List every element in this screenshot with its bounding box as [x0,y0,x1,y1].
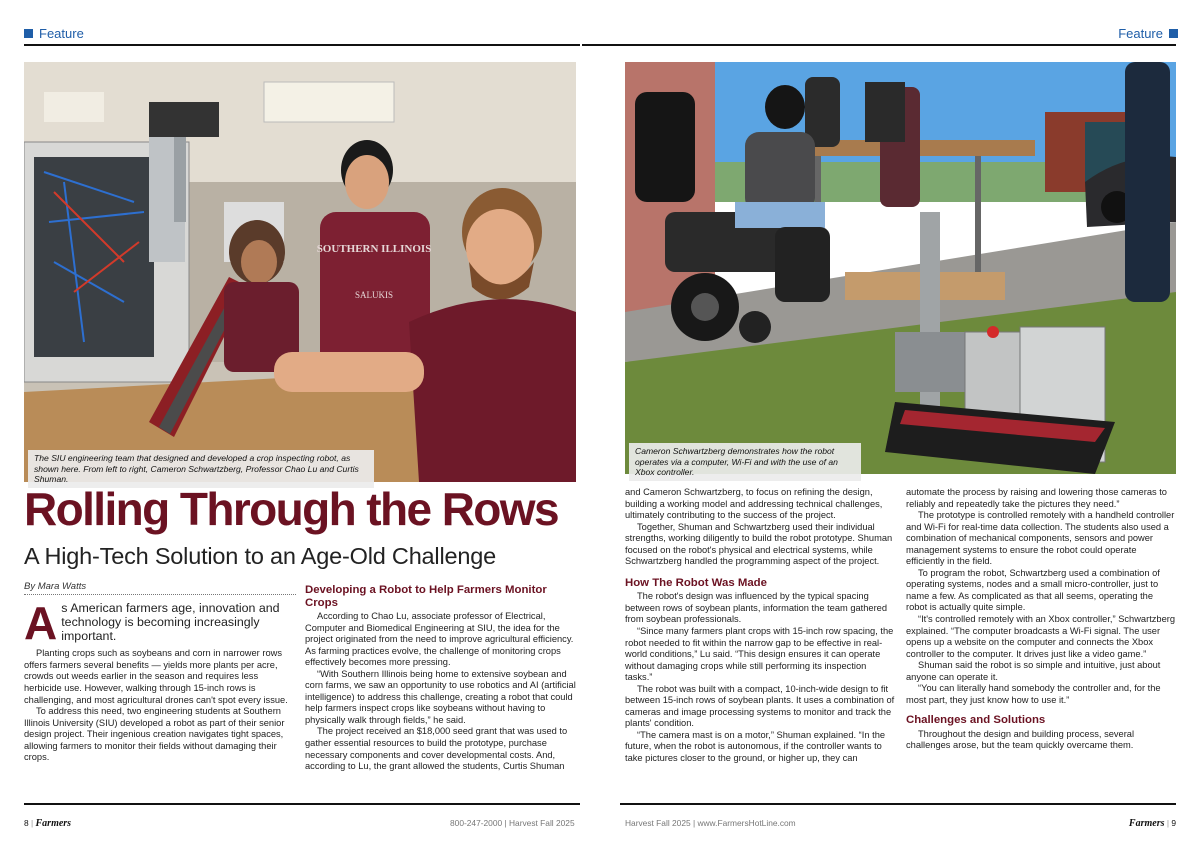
section-tag-left [24,26,84,41]
section-heading: How The Robot Was Made [625,576,767,589]
demo-photo [625,62,1176,474]
square-icon [24,29,33,38]
lead-paragraph [24,597,296,649]
square-icon [1169,29,1178,38]
article-subtitle: A High-Tech Solution to an Age-Old Challenge [24,543,496,569]
article-title: Rolling Through the Rows [24,483,558,535]
drop-cap: A [24,597,58,649]
magazine-logo: Farmers [35,818,72,829]
footer-left: 8 | Farmers [24,818,72,829]
shirt-text: SALUKIS [354,290,394,300]
footer-right: Farmers | 9 [1128,818,1176,829]
magazine-logo: Farmers [1128,818,1165,829]
paragraph: “Since many farmers plant crops with 15-inch row spacing, the robot needed to fit within the narrow gap to be effective in real-world conditions,” Lu said. “This design ensures it can operate without damaging crops while still performing its inspection tasks.” [625,625,894,683]
lead-text: s American farmers age, innovation and technology is becoming increasingly important. [61,601,280,643]
paragraph: To program the robot, Schwartzberg used a combination of operating systems, nodes and a small micro-controller, just to name a few. As complicated as that all seems, operating the robot is actually quite simple. [906,567,1160,613]
paragraph: Planting crops such as soybeans and corn in narrower rows offers farmers several benefits — yields more plants per acre, crowds out weeds earlier in the season and requires less herbicide use. However, walking through 15-inch rows is challenging, and most agricultural drones can't spot every issue. [24,648,288,705]
paragraph: Throughout the design and building process, several challenges arose, but the team quickly overcame them. [906,728,1135,751]
team-photo [24,62,576,482]
paragraph: “With Southern Illinois being home to extensive soybean and corn farms, we saw an opportunity to use robotics and AI (artificial intelligence) to address this challenge, creating a robot that could help farmers inspect crops like soybeans without having to physically walk through fields,” he said. [305,668,576,725]
paragraph: To address this need, two engineering students at Southern Illinois University (SIU) developed a robot as part of their senior design project. Their ingenious creation navigates tight spaces, allowing farmers to monitor their fields without damaging their crops. [24,706,285,763]
footer-rule-left [24,803,580,805]
section-label: Feature [39,26,84,41]
header-rule-left [24,44,580,46]
paragraph: The project received an $18,000 seed grant that was used to gather essential resources to build the prototype, purchase necessary components and cover developmental costs. And, according to Lu, the grant allowed the students, Curtis Shuman [305,726,568,772]
paragraph: “It's controlled remotely with an Xbox controller,” Schwartzberg explained. “The computer broadcasts a Wi-Fi signal. The user opens up a website on the computer and connects the Xbox controller to the computer. It drives just like a video game.” [906,614,1176,659]
paragraph: Together, Shuman and Schwartzberg used their individual strengths, working diligently to build the robot prototype. Shuman focused on the robot's physical and electrical systems, while Schwartzberg handled the programming aspect of the project. [625,521,893,567]
byline: By Mara Watts [24,581,87,592]
header-rule-right [582,44,1176,46]
footer-right-info: Harvest Fall 2025 | www.FarmersHotLine.com [625,818,796,828]
paragraph: The prototype is controlled remotely with a handheld controller and Wi-Fi for real-time data collection. The students also used a combination of mechanical components, sensors and power management systems to ensure the robot could operate efficiently in the field. [906,510,1175,567]
paragraph: and Cameron Schwartzberg, to focus on refining the design, building a working model and addressing technical challenges, ultimately contributing to the success of the project. [625,487,883,521]
section-tag-right [1118,26,1178,41]
byline-divider [24,594,296,595]
footer-left-info: 800-247-2000 | Harvest Fall 2025 [450,818,575,828]
column-1 [24,597,296,764]
demo-photo-caption: Cameron Schwartzberg demonstrates how the robot operates via a computer, Wi-Fi and with the use of an Xbox controller. [629,443,861,481]
section-label: Feature [1118,26,1163,41]
column-2 [305,582,578,773]
column-3 [625,487,895,765]
section-heading: Challenges and Solutions [906,714,1046,727]
column-4 [906,487,1176,752]
page-number: 9 [1171,818,1176,828]
paragraph: Shuman said the robot is so simple and intuitive, just about anyone can operate it. [906,660,1161,682]
footer-rule-right [620,803,1176,805]
section-heading: Developing a Robot to Help Farmers Monitor Crops [305,584,547,609]
paragraph: According to Chao Lu, associate professor of Electrical, Computer and Biomedical Engineering at SIU, the idea for the project originated from the need to improve agricultural efficiency. As farming practices evolve, the challenge of monitoring crops effectively becomes more pressing. [305,611,574,668]
paragraph: The robot's design was influenced by the typical spacing between rows of soybean plants, information the team gathered from soybean professionals. [625,591,888,625]
team-photo-caption: The SIU engineering team that designed and developed a crop inspecting robot, as shown here. From left to right, Cameron Schwartzberg, Professor Chao Lu and Curtis Shuman. [28,450,374,488]
paragraph: The robot was built with a compact, 10-inch-wide design to fit between 15-inch rows of soybean plants. It uses a combination of cameras and image processing systems to monitor and track the plants' condition. [625,683,895,729]
shirt-text: SOUTHERN ILLINOIS [316,243,432,255]
page-number: 8 [24,818,29,828]
paragraph: “The camera mast is on a motor,” Shuman explained. “In the future, when the robot is autonomous, if the controller wants to take pictures closer to the ground, or higher up, they can [625,729,886,763]
paragraph: “You can literally hand somebody the controller and, for the most part, they just know how to use it.” [906,683,1161,705]
paragraph: automate the process by raising and lowering those cameras to reliably and repeatedly take the pictures they need.” [906,487,1167,509]
